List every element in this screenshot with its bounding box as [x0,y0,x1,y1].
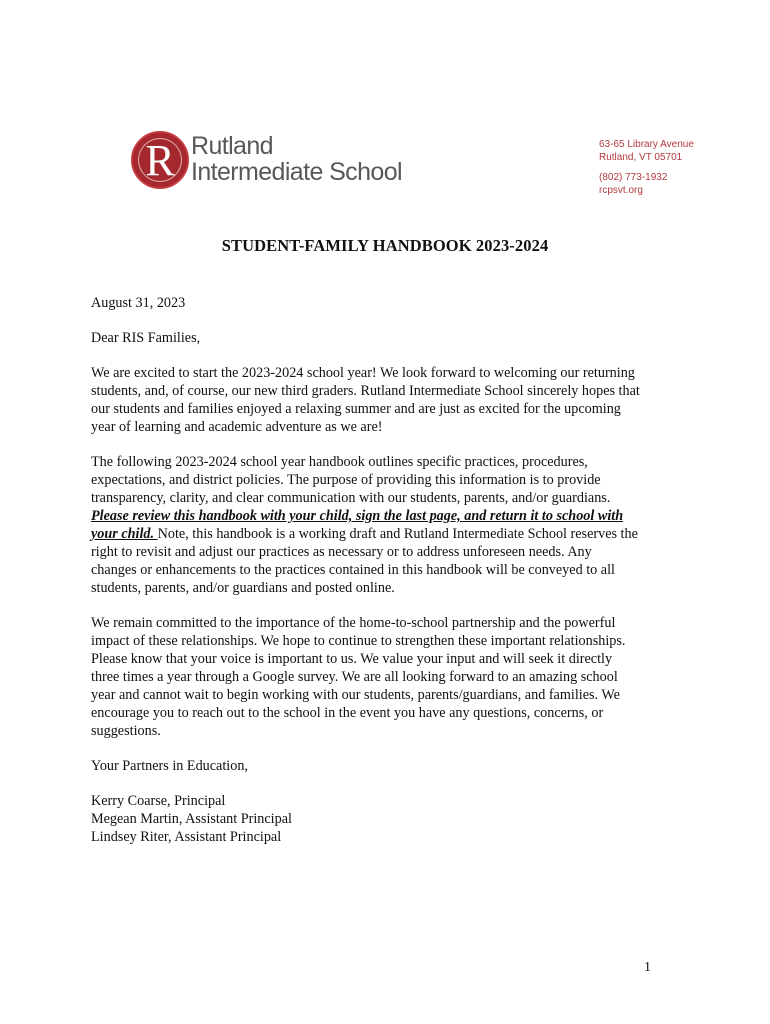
review-instruction: Please review this handbook with your child, sign the last page, and return it to school with [91,508,624,524]
paragraph-handbook [91,453,687,597]
website: rcpsvt.org [599,185,643,196]
paragraph-line: three times a year through a Google survey. We are all looking forward to an amazing school [91,669,618,685]
draft-note: Note, this handbook is a working draft and Rutland Intermediate School reserves the [157,526,638,542]
school-name-line2: Intermediate School [191,158,402,186]
paragraph-line: right to revisit and adjust our practices as necessary or to address unforeseen needs. Any [91,544,592,560]
address-line1: 63-65 Library Avenue [599,139,694,150]
signature-assistant-principal: Lindsey Riter, Assistant Principal [91,829,282,845]
signature-assistant-principal: Megean Martin, Assistant Principal [91,811,292,827]
seal-letter: R [145,136,175,185]
paragraph-welcome [91,364,687,436]
paragraph-line: our students and families enjoyed a relaxing summer and are just as excited for the upcoming [91,401,621,417]
paragraph-line: year and cannot wait to begin working with our students, parents/guardians, and families. We [91,687,620,703]
page-number: 1 [644,960,651,975]
paragraph-line: impact of these relationships. We hope to continue to strengthen these important relationships. [91,633,626,649]
letter-body [91,294,687,863]
paragraph-line [91,525,687,543]
address-line2: Rutland, VT 05701 [599,152,683,163]
paragraph-partnership [91,614,687,740]
letter-closing: Your Partners in Education, [91,758,248,774]
document-title: STUDENT-FAMILY HANDBOOK 2023-2024 [221,236,549,255]
letter-salutation: Dear RIS Families, [91,330,201,346]
paragraph-line: The following 2023-2024 school year handbook outlines specific practices, procedures, [91,454,588,470]
paragraph-line: changes or enhancements to the practices contained in this handbook will be conveyed to all [91,562,615,578]
signature-block [91,792,687,846]
school-name [191,133,402,185]
paragraph-line: students, and, of course, our new third graders. Rutland Intermediate School sincerely hopes that [91,383,640,399]
paragraph-line: suggestions. [91,723,161,739]
school-logo [131,131,411,191]
school-contact-block [599,138,694,197]
signature-principal: Kerry Coarse, Principal [91,793,226,809]
paragraph-line: We are excited to start the 2023-2024 school year! We look forward to welcoming our returning [91,365,635,381]
paragraph-line: transparency, clarity, and clear communication with our students, parents, and/or guardians. [91,490,611,506]
paragraph-line: We remain committed to the importance of the home-to-school partnership and the powerful [91,615,616,631]
school-name-line1: Rutland [191,132,273,160]
phone-number: (802) 773-1932 [599,172,668,183]
review-instruction-end: your child. [91,526,158,542]
letter-date: August 31, 2023 [91,295,186,311]
paragraph-line: year of learning and academic adventure as we are! [91,419,383,435]
school-seal-icon [131,131,189,189]
paragraph-line: encourage you to reach out to the school in the event you have any questions, concerns, or [91,705,604,721]
paragraph-line: students, parents, and/or guardians and posted online. [91,580,395,596]
paragraph-line: Please know that your voice is important to us. We value your input and will seek it directly [91,651,613,667]
paragraph-line: expectations, and district policies. The purpose of providing this information is to provide [91,472,601,488]
